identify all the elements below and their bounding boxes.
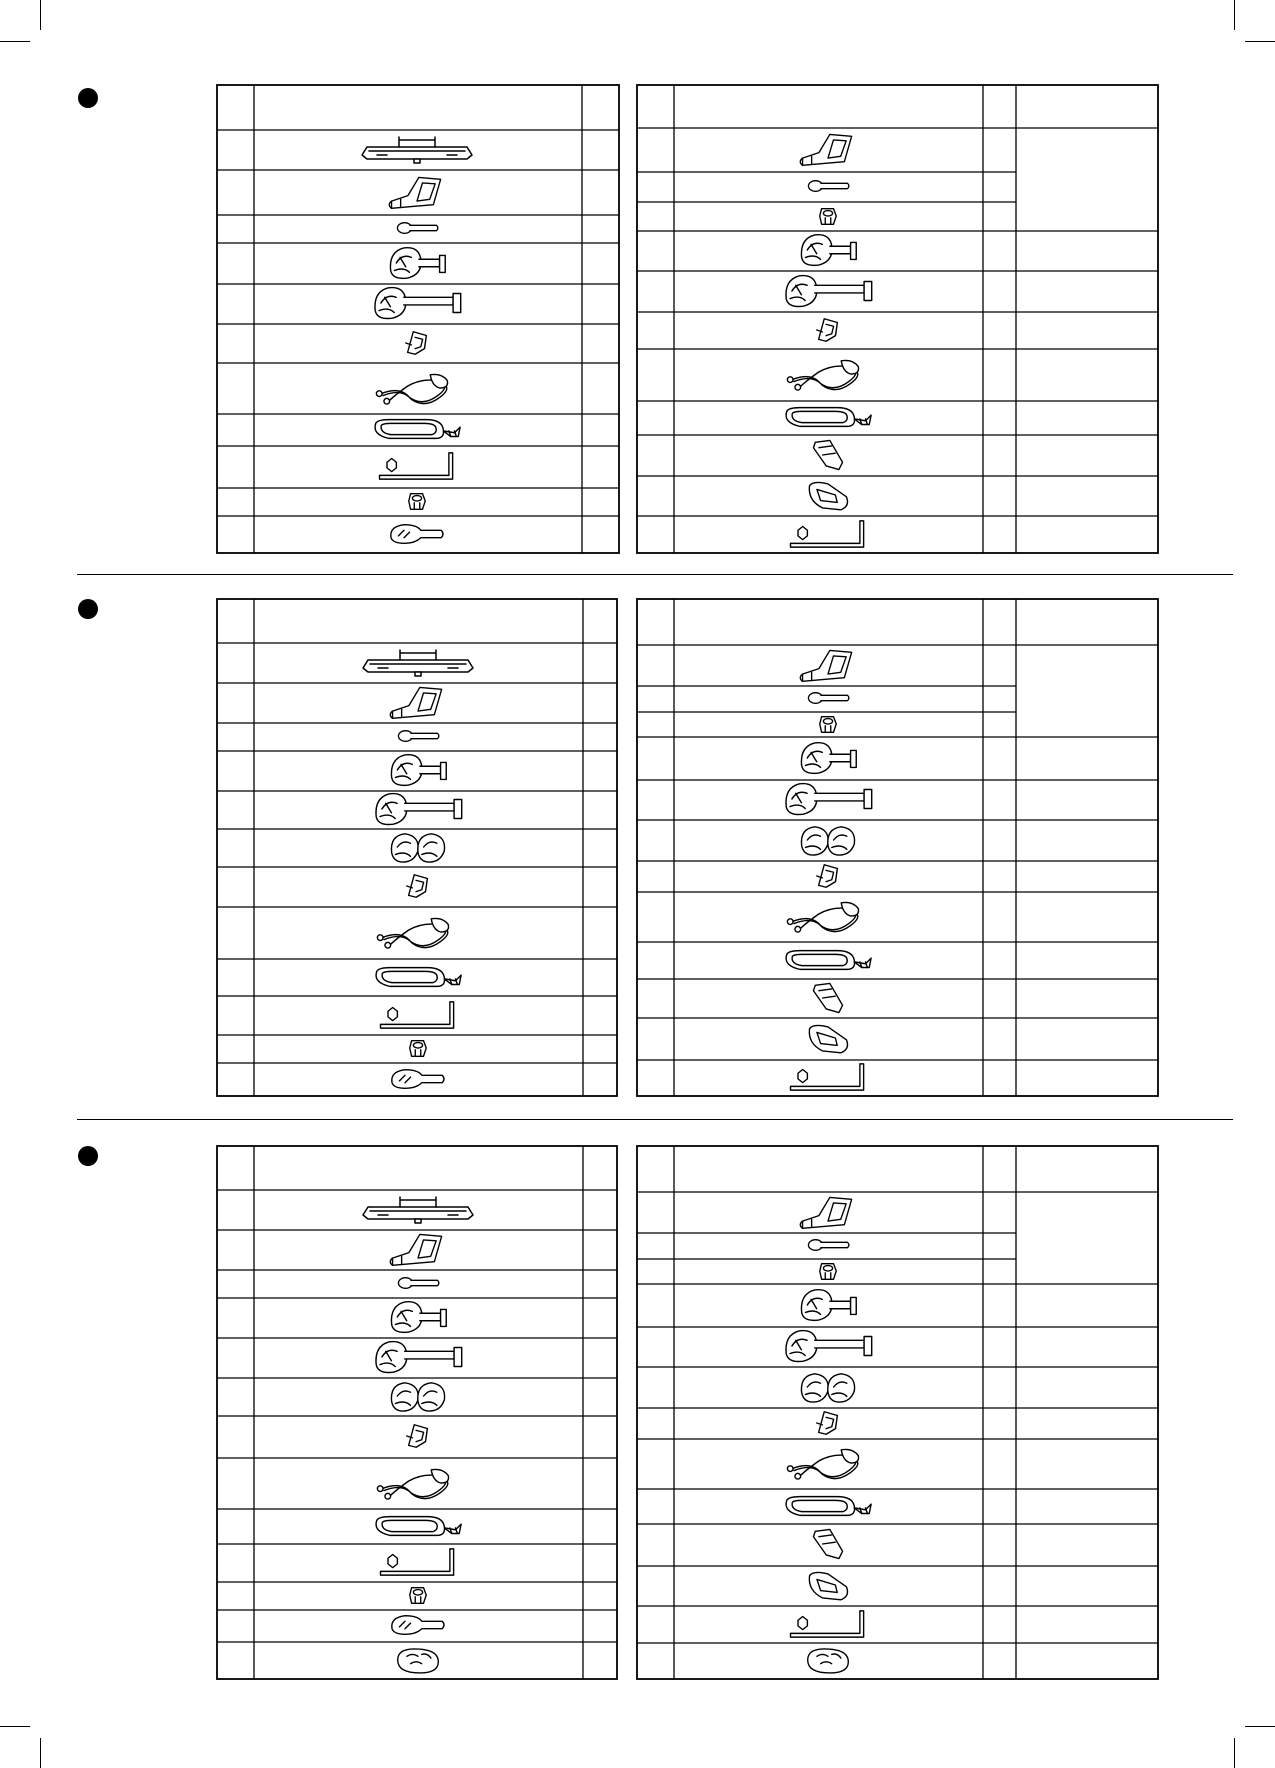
bar-top-icon: [358, 648, 478, 676]
allen-key-icon: [784, 1062, 872, 1092]
parts-table-left: [216, 84, 618, 552]
bar-top-part-illustration: [253, 1189, 582, 1229]
pad-part-illustration: [673, 1642, 982, 1678]
clip-part-illustration: [673, 1407, 982, 1438]
clip-icon: [402, 328, 432, 358]
cable-part-illustration: [253, 362, 581, 413]
pin-part-illustration: [253, 1269, 582, 1297]
clamp-long-part-illustration: [253, 283, 581, 323]
cable-icon: [782, 357, 874, 391]
cover-icon: [804, 1566, 852, 1604]
cover-part-illustration: [673, 1017, 982, 1059]
bar-top-part-illustration: [253, 642, 582, 682]
wedge-part-illustration: [673, 434, 982, 475]
clamp-short-icon: [796, 231, 860, 269]
allen-key-icon: [373, 451, 461, 481]
nut-icon: [406, 490, 428, 512]
arm-icon: [385, 172, 449, 212]
clip-icon: [813, 861, 843, 891]
key-icon: [386, 1066, 450, 1092]
clamp-short-part-illustration: [673, 230, 982, 270]
pin-part-illustration: [673, 171, 982, 201]
key-part-illustration: [253, 1062, 582, 1095]
clamp-double-part-illustration: [673, 1366, 982, 1407]
cover-part-illustration: [673, 1565, 982, 1605]
cover-icon: [804, 476, 852, 514]
arm-part-illustration: [673, 127, 982, 171]
parts-table-left: [216, 598, 616, 1095]
arm-part-illustration: [253, 682, 582, 722]
clip-icon: [813, 315, 843, 345]
clip-icon: [403, 1421, 433, 1451]
bar-top-icon: [357, 135, 477, 163]
wedge-part-illustration: [673, 1523, 982, 1565]
nut-part-illustration: [253, 1581, 582, 1609]
clamp-long-icon: [780, 1327, 876, 1365]
section-bullet: [78, 599, 98, 619]
clamp-long-part-illustration: [673, 270, 982, 311]
pin-icon: [804, 178, 852, 194]
cable-icon: [371, 371, 463, 405]
crop-mark: [0, 41, 30, 42]
strap-icon: [780, 945, 876, 975]
arm-part-illustration: [673, 644, 982, 685]
nut-icon: [817, 1260, 839, 1282]
pad-icon: [804, 1645, 852, 1675]
wedge-icon: [808, 436, 848, 474]
nut-icon: [407, 1037, 429, 1059]
nut-part-illustration: [673, 1258, 982, 1283]
strap-icon: [370, 1511, 466, 1541]
clamp-long-icon: [780, 780, 876, 818]
clamp-double-icon: [796, 823, 860, 857]
strap-part-illustration: [253, 413, 581, 445]
nut-icon: [817, 713, 839, 735]
key-icon: [386, 1612, 450, 1638]
clip-icon: [403, 871, 433, 901]
strap-icon: [369, 414, 465, 444]
cable-icon: [372, 915, 464, 949]
arm-icon: [796, 645, 860, 685]
crop-mark: [0, 1726, 30, 1727]
cover-part-illustration: [673, 475, 982, 515]
crop-mark: [40, 0, 41, 30]
crop-mark: [40, 1738, 41, 1768]
strap-part-illustration: [673, 941, 982, 978]
crop-mark: [1245, 41, 1275, 42]
clamp-long-part-illustration: [673, 1326, 982, 1366]
wedge-icon: [808, 1525, 848, 1563]
clamp-long-part-illustration: [253, 1337, 582, 1377]
clip-part-illustration: [673, 860, 982, 891]
allen-key-part-illustration: [253, 1543, 582, 1581]
strap-part-illustration: [253, 958, 582, 995]
cable-icon: [782, 899, 874, 933]
arm-icon: [796, 129, 860, 169]
nut-part-illustration: [673, 201, 982, 230]
strap-icon: [780, 1491, 876, 1521]
cable-part-illustration: [673, 1438, 982, 1488]
arm-icon: [796, 1192, 860, 1232]
clamp-long-part-illustration: [253, 790, 582, 828]
pin-icon: [394, 1275, 442, 1291]
cable-part-illustration: [673, 891, 982, 941]
pin-part-illustration: [673, 685, 982, 711]
clamp-short-icon: [796, 1286, 860, 1324]
clip-part-illustration: [253, 323, 581, 362]
allen-key-part-illustration: [673, 1059, 982, 1095]
allen-key-part-illustration: [253, 995, 582, 1034]
strap-icon: [780, 402, 876, 432]
allen-key-part-illustration: [673, 1605, 982, 1642]
bar-top-icon: [358, 1195, 478, 1223]
arm-part-illustration: [253, 169, 581, 214]
strap-icon: [370, 962, 466, 992]
crop-mark: [1234, 1738, 1235, 1768]
clamp-short-icon: [386, 751, 450, 789]
allen-key-part-illustration: [673, 515, 982, 552]
clamp-short-part-illustration: [253, 750, 582, 790]
pad-icon: [394, 1645, 442, 1675]
clamp-long-icon: [369, 284, 465, 322]
section-divider: [77, 574, 1233, 575]
clamp-short-part-illustration: [253, 1297, 582, 1337]
clamp-long-icon: [370, 1338, 466, 1376]
pad-part-illustration: [253, 1641, 582, 1678]
allen-key-part-illustration: [253, 445, 581, 487]
bar-top-part-illustration: [253, 129, 581, 169]
pin-icon: [804, 690, 852, 706]
key-part-illustration: [253, 515, 581, 552]
cover-icon: [804, 1019, 852, 1057]
clamp-double-icon: [386, 1379, 450, 1413]
strap-part-illustration: [673, 1488, 982, 1523]
cable-icon: [372, 1466, 464, 1500]
clip-part-illustration: [673, 311, 982, 348]
pin-icon: [804, 1237, 852, 1253]
clamp-short-icon: [796, 739, 860, 777]
pin-part-illustration: [673, 1232, 982, 1258]
key-icon: [385, 521, 449, 547]
clamp-long-icon: [780, 272, 876, 310]
allen-key-icon: [784, 519, 872, 549]
clamp-short-icon: [386, 1298, 450, 1336]
clamp-double-part-illustration: [673, 819, 982, 860]
clamp-short-part-illustration: [673, 736, 982, 779]
nut-icon: [817, 205, 839, 227]
clamp-long-icon: [370, 790, 466, 828]
clamp-short-part-illustration: [673, 1283, 982, 1326]
pin-icon: [394, 728, 442, 744]
wedge-icon: [808, 979, 848, 1017]
crop-mark: [1234, 0, 1235, 30]
parts-table-right: [636, 598, 1157, 1095]
strap-part-illustration: [253, 1508, 582, 1543]
pin-part-illustration: [253, 214, 581, 242]
section-bullet: [78, 88, 98, 108]
nut-part-illustration: [673, 711, 982, 736]
clamp-long-part-illustration: [673, 779, 982, 819]
crop-mark: [1245, 1726, 1275, 1727]
parts-table-right: [636, 1145, 1157, 1678]
parts-table-left: [216, 1145, 616, 1678]
section-bullet: [78, 1146, 98, 1166]
section-divider: [77, 1119, 1233, 1120]
clamp-short-icon: [385, 244, 449, 282]
clamp-double-part-illustration: [253, 828, 582, 866]
clamp-double-part-illustration: [253, 1377, 582, 1415]
arm-part-illustration: [673, 1191, 982, 1232]
clamp-short-part-illustration: [253, 242, 581, 283]
clip-icon: [813, 1408, 843, 1438]
pin-icon: [393, 220, 441, 236]
parts-table-right: [636, 84, 1157, 552]
key-part-illustration: [253, 1609, 582, 1641]
cable-part-illustration: [253, 1457, 582, 1508]
cable-part-illustration: [253, 906, 582, 958]
arm-icon: [386, 682, 450, 722]
allen-key-icon: [784, 1609, 872, 1639]
nut-icon: [407, 1584, 429, 1606]
clip-part-illustration: [253, 1415, 582, 1457]
allen-key-icon: [374, 1000, 462, 1030]
wedge-part-illustration: [673, 978, 982, 1017]
cable-icon: [782, 1446, 874, 1480]
clamp-double-icon: [796, 1370, 860, 1404]
clip-part-illustration: [253, 866, 582, 906]
allen-key-icon: [374, 1547, 462, 1577]
cable-part-illustration: [673, 348, 982, 400]
clamp-double-icon: [386, 830, 450, 864]
arm-part-illustration: [253, 1229, 582, 1269]
arm-icon: [386, 1229, 450, 1269]
nut-part-illustration: [253, 1034, 582, 1062]
strap-part-illustration: [673, 400, 982, 434]
nut-part-illustration: [253, 487, 581, 515]
pin-part-illustration: [253, 722, 582, 750]
